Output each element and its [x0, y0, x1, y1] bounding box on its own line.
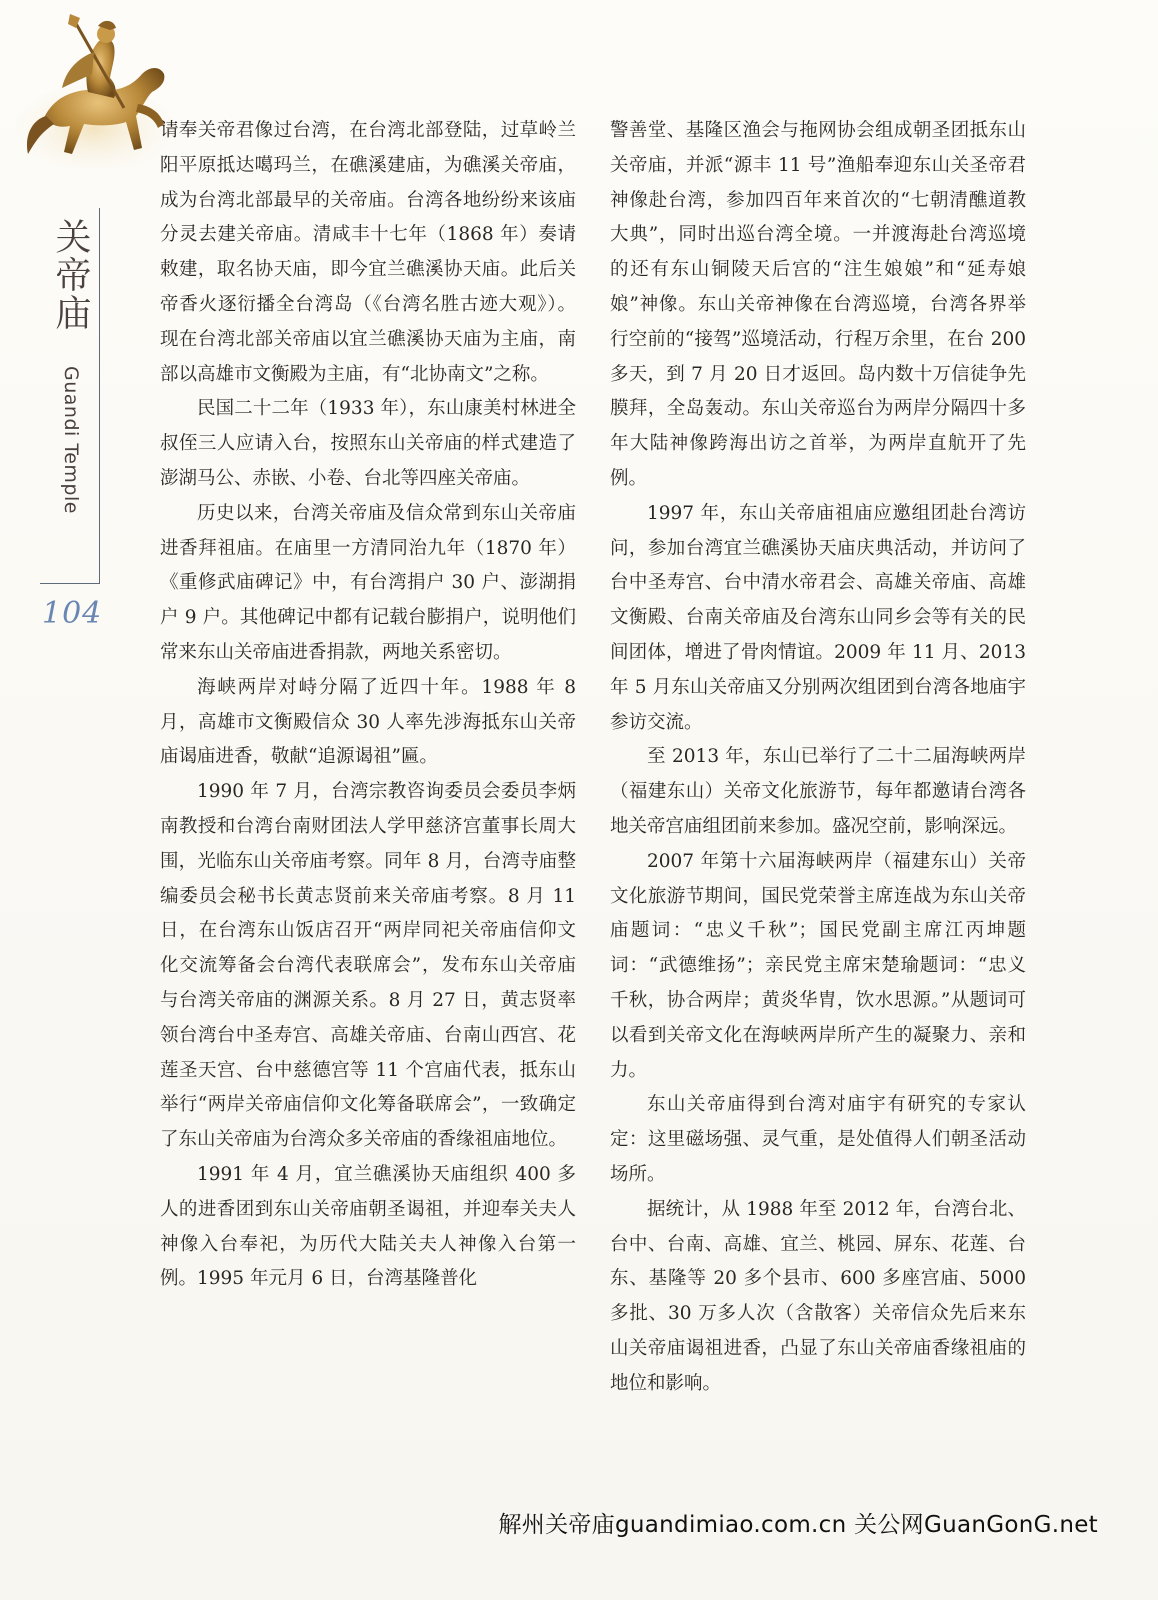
paragraph: 东山关帝庙得到台湾对庙宇有研究的专家认定：这里磁场强、灵气重，是处值得人们朝圣活动场所。 — [610, 1094, 1026, 1185]
paragraph: 1997 年，东山关帝庙祖庙应邀组团赴台湾访问，参加台湾宜兰礁溪协天庙庆典活动，并访问了台中圣寿宫、台中清水帝君会、高雄关帝庙、高雄文衡殿、台南关帝庙及台湾东山同乡会等有关的民间团体，增进了骨肉情谊。2009 年 11 月、2013 年 5 月东山关帝庙又分别两次组团到台湾各地庙宇参访交流。 — [610, 502, 1026, 733]
right-column — [610, 114, 1026, 1401]
paragraph: 民国二十二年（1933 年），东山康美村林进全叔侄三人应请入台，按照东山关帝庙的样式建造了澎湖马公、赤嵌、小卷、台北等四座关帝庙。 — [160, 398, 576, 489]
paragraph: 至 2013 年，东山已举行了二十二届海峡两岸（福建东山）关帝文化旅游节，每年都邀请台湾各地关帝宫庙组团前来参加。盛况空前，影响深远。 — [610, 746, 1026, 837]
paragraph: 1991 年 4 月，宜兰礁溪协天庙组织 400 多人的进香团到东山关帝庙朝圣谒祖，并迎奉关夫人神像入台奉祀，为历代大陆关夫人神像入台第一例。1995 年元月 6 日，台湾基隆普化 — [160, 1163, 576, 1290]
footer-watermark-text: 解州关帝庙guandimiao.com.cn 关公网GuanGonG.net — [498, 1512, 1098, 1538]
section-subtitle: Guandi Temple — [60, 366, 82, 514]
left-column — [160, 114, 576, 1297]
side-rule-foot — [40, 583, 100, 584]
equestrian-statue-icon — [14, 8, 174, 168]
section-title: 关帝庙 — [50, 218, 91, 332]
paragraph: 警善堂、基隆区渔会与拖网协会组成朝圣团抵东山关帝庙，并派“源丰 11 号”渔船奉迎东山关圣帝君神像赴台湾，参加四百年来首次的“七朝清醮道教大典”，同时出巡台湾全境。一并渡海赴台湾巡境的还有东山铜陵天后宫的“注生娘娘”和“延寿娘娘”神像。东山关帝神像在台湾巡境，台湾各界举行空前的“接驾”巡境活动，行程万余里，在台 200 多天，到 7 月 20 日才返回。岛内数十万信徒争先膜拜，全岛轰动。东山关帝巡台为两岸分隔四十多年大陆神像跨海出访之首举，为两岸直航开了先例。 — [610, 120, 1026, 489]
paragraph: 1990 年 7 月，台湾宗教咨询委员会委员李炳南教授和台湾台南财团法人学甲慈济宫董事长周大围，光临东山关帝庙考察。同年 8 月，台湾寺庙整编委员会秘书长黄志贤前来关帝庙考察。8 月 11 日，在台湾东山饭店召开“两岸同祀关帝庙信仰文化交流筹备会台湾代表联席会”，发布东山关帝庙与台湾关帝庙的渊源关系。8 月 27 日，黄志贤率领台湾台中圣寿宫、高雄关帝庙、台南山西宫、花莲圣天宫、台中慈德宫等 11 个宫庙代表，抵东山举行“两岸关帝庙信仰文化筹备联席会”，一致确定了东山关帝庙为台湾众多关帝庙的香缘祖庙地位。 — [160, 781, 576, 1151]
paragraph: 2007 年第十六届海峡两岸（福建东山）关帝文化旅游节期间，国民党荣誉主席连战为东山关帝庙题词：“忠义千秋”；国民党副主席江丙坤题词：“武德维扬”；亲民党主席宋楚瑜题词：“忠义千秋，协合两岸；黄炎华胄，饮水思源。”从题词可以看到关帝文化在海峡两岸所产生的凝聚力、亲和力。 — [610, 850, 1026, 1081]
side-rule — [99, 208, 100, 584]
page-number: 104 — [42, 596, 103, 631]
paragraph: 请奉关帝君像过台湾，在台湾北部登陆，过草岭兰阳平原抵达噶玛兰，在礁溪建庙，为礁溪关帝庙，成为台湾北部最早的关帝庙。台湾各地纷纷来该庙分灵去建关帝庙。清咸丰十七年（1868 年）奏请敕建，取名协天庙，即今宜兰礁溪协天庙。此后关帝香火逐衍播全台湾岛（《台湾名胜古迹大观》）。现在台湾北部关帝庙以宜兰礁溪协天庙为主庙，南部以高雄市文衡殿为主庙，有“北协南文”之称。 — [160, 120, 576, 385]
paragraph: 海峡两岸对峙分隔了近四十年。1988 年 8 月，高雄市文衡殿信众 30 人率先涉海抵东山关帝庙谒庙进香，敬献“追源谒祖”匾。 — [160, 676, 576, 768]
section-side-label — [48, 218, 100, 578]
paragraph: 历史以来，台湾关帝庙及信众常到东山关帝庙进香拜祖庙。在庙里一方清同治九年（1870 年）《重修武庙碑记》中，有台湾捐户 30 户、澎湖捐户 9 户。其他碑记中都有记载台膨捐户，说明他们常来东山关帝庙进香捐款，两地关系密切。 — [160, 502, 576, 663]
paragraph: 据统计，从 1988 年至 2012 年，台湾台北、台中、台南、高雄、宜兰、桃园、屏东、花莲、台东、基隆等 20 多个县市、600 多座宫庙、5000 多批、30 万多人次（含散客）关帝信众先后来东山关帝庙谒祖进香，凸显了东山关帝庙香缘祖庙的地位和影响。 — [610, 1198, 1026, 1394]
